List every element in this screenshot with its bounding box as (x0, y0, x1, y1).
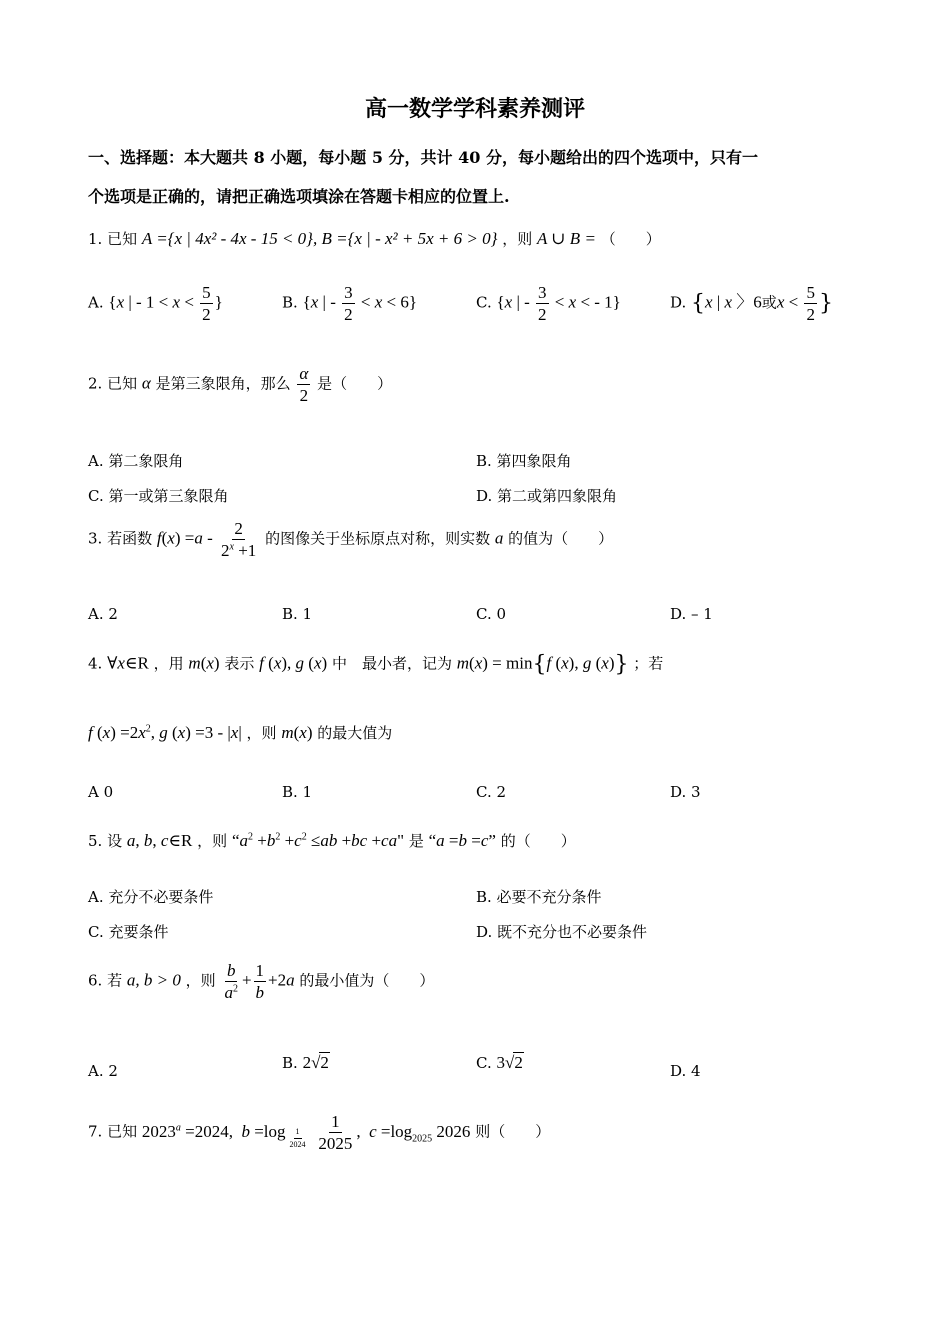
q2-option-d[interactable]: D. 第二或第四象限角 (476, 487, 618, 505)
q2-option-a[interactable]: A. 第二象限角 (88, 452, 184, 470)
q1-mid: ，则 (502, 230, 533, 248)
q3-option-d[interactable]: D. – 1 (670, 605, 713, 623)
question-7: 7. 已知 $2023^a =2024$, b =log $_{\frac{1}{2024}}$ $\frac{1}{2025}$ , $c =\log_{2025}$ 2026 则（ ） (88, 1112, 551, 1153)
question-5: 5. 设 a, b, c∈R ，则 “$a^2 +b^2 +c^2 \le ab +bc +ca$" 是 “a =b =c” 的（ ） (88, 831, 576, 850)
question-3: 3. 若函数 f(x) =a - $\frac{2}{2^x +1}$ 的图像关于坐标原点对称，则实数 a 的值为（ ） (88, 519, 614, 560)
q1-prefix: 1. 已知 (88, 230, 138, 248)
q1-expr: A ∪ B = (536, 229, 596, 248)
question-2: 2. 已知 α 是第三象限角，那么 $\frac{\alpha}{2}$ 是（ ） (88, 364, 393, 405)
q2-alpha: α (141, 373, 151, 393)
q6-option-b[interactable]: B. 2√2 (282, 1053, 329, 1072)
q1-paren: （ ） (600, 230, 661, 248)
q4-option-c[interactable]: C. 2 (476, 783, 507, 801)
q4-option-d[interactable]: D. 3 (670, 783, 701, 801)
q6-option-d[interactable]: D. 4 (670, 1062, 701, 1080)
q1-option-d[interactable]: D. {x | x 〉6或x < $\frac{5}{2}$ } (670, 283, 833, 324)
section-heading-line2: 个选项是正确的，请把正确选项填涂在答题卡相应的位置上. (88, 187, 510, 206)
q6-option-a[interactable]: A. 2 (88, 1062, 118, 1080)
q5-option-d[interactable]: D. 既不充分也不必要条件 (476, 923, 648, 941)
q2-option-c[interactable]: C. 第一或第三象限角 (88, 487, 229, 505)
q4-option-a[interactable]: A 0 (88, 783, 114, 801)
question-6: 6. 若 a, b > 0 ，则 $\frac{b}{a^2}$ + $\frac{1}{b}$ +2a 的最小值为（ ） (88, 961, 435, 1002)
q1-sets: A ={x | 4x² - 4x - 15 < 0}, B ={x | - x² + 5x + 6 > 0} (141, 229, 498, 248)
q3-option-a[interactable]: A. 2 (88, 605, 118, 623)
section-heading-line1: 一、选择题：本大题共 8 小题，每小题 5 分，共计 40 分，每小题给出的四个选项中，只有一 (88, 148, 758, 167)
q5-option-b[interactable]: B. 必要不充分条件 (476, 888, 602, 906)
q2-option-b[interactable]: B. 第四象限角 (476, 452, 572, 470)
q5-option-c[interactable]: C. 充要条件 (88, 923, 169, 941)
q1-option-c[interactable]: C. {x | - $\frac{3}{2}$ < x < - 1} (476, 283, 621, 324)
q1-option-b[interactable]: B. {x | - $\frac{3}{2}$ < x < 6} (282, 283, 418, 324)
page-title: 高一数学学科素养测评 (364, 96, 585, 122)
q5-option-a[interactable]: A. 充分不必要条件 (88, 888, 214, 906)
q3-option-c[interactable]: C. 0 (476, 605, 507, 623)
q3-fraction: $\frac{2}{2^x +1}$ (221, 519, 257, 560)
q4-option-b[interactable]: B. 1 (282, 783, 313, 801)
question-1 (88, 228, 661, 249)
q3-option-b[interactable]: B. 1 (282, 605, 313, 623)
q6-option-c[interactable]: C. 3√2 (476, 1053, 523, 1072)
question-4-line2: f $(x) =2x^2$, g (x) =3 - |x| ，则 m(x) 的最大值为 (88, 723, 393, 742)
question-4-line1: 4. ∀x∈R ，用 m(x) 表示 f (x), g (x) 中 最小者，记为 m(x) = min{f (x), g (x)} ；若 (88, 652, 664, 677)
q2-fraction: $\frac{\alpha}{2}$ (299, 364, 309, 405)
q1-option-a[interactable]: A. {x | - 1 < x < $\frac{5}{2}$ } (88, 283, 223, 324)
